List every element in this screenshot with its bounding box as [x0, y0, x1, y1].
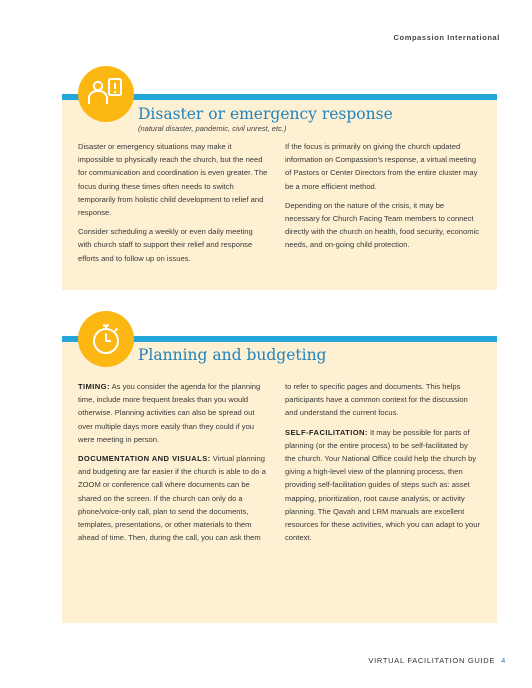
paragraph-text: As you consider the agenda for the planning time, include more frequent breaks than you would otherwise. Planning activities can also be spread out over multiple days more easily than they could if you were meeting in person.: [78, 382, 261, 444]
section-subtitle: (natural disaster, pandemic, civil unrest, etc.): [138, 124, 287, 133]
paragraph: Consider scheduling a weekly or even daily meeting with church staff to support their relief and response efforts and to follow up on issues.: [78, 227, 253, 263]
paragraph-label: SELF-FACILITATION:: [285, 427, 368, 437]
section-title: Disaster or emergency response: [138, 105, 393, 123]
paragraph: Depending on the nature of the crisis, it may be necessary for Church Facing Team members to connect directly with the church on health, food security, economic needs, and on-going child protection.: [285, 200, 480, 250]
paragraph: Disaster or emergency situations may make it impossible to physically reach the church, but the need for communication and coordination is even greater. The focus during these times often needs to switch temporarily from holistic child development to relief and response.: [78, 142, 268, 218]
paragraph-label: DOCUMENTATION AND VISUALS:: [78, 454, 211, 464]
section-title: Planning and budgeting: [138, 346, 327, 364]
paragraph-text: to refer to specific pages and documents. This helps participants have a common context for the discussion and understand the current focus.: [285, 382, 468, 418]
page-number: 4: [501, 656, 506, 665]
paragraph-label: TIMING:: [78, 382, 110, 391]
paragraph-text: It may be possible for parts of planning (or the entire process) to be self-facilitated by the church. Your National Office could help the church by giving a high-level view of the planning process, then providing self-facilitation guides of steps such as: asset mapping, prioritization, root cause analysis, or activity planning. The Qavah and LRM manuals are excellent resources for these activities, which you can adapt to your context.: [285, 427, 481, 543]
stopwatch-icon: [78, 311, 134, 367]
paragraph-text: Virtual planning and budgeting are far easier if the church is able to do a ZOOM or conference call where documents can be shared on the screen. If the church can only do a phone/voice-only call, plan to send the documents, templates, presentations, or other materials to them ahead of time. Then, during the call, you can ask them: [78, 454, 266, 543]
paragraph: If the focus is primarily on giving the church updated information on Compassion’s response, a virtual meeting of Pastors or Center Directors from the entire cluster may be a more efficient method.: [285, 142, 478, 191]
left-column: [78, 380, 268, 550]
organization-name: Compassion International: [393, 33, 500, 42]
paragraph: [285, 426, 480, 545]
paragraph: [78, 452, 268, 544]
left-column: [78, 140, 268, 271]
paragraph: [285, 380, 480, 420]
guide-title: VIRTUAL FACILITATION GUIDE: [368, 656, 496, 665]
page-footer: [368, 656, 506, 665]
right-column: [285, 140, 480, 258]
right-column: [285, 380, 480, 550]
paragraph: [78, 380, 268, 446]
person-alert-icon: [78, 66, 134, 122]
